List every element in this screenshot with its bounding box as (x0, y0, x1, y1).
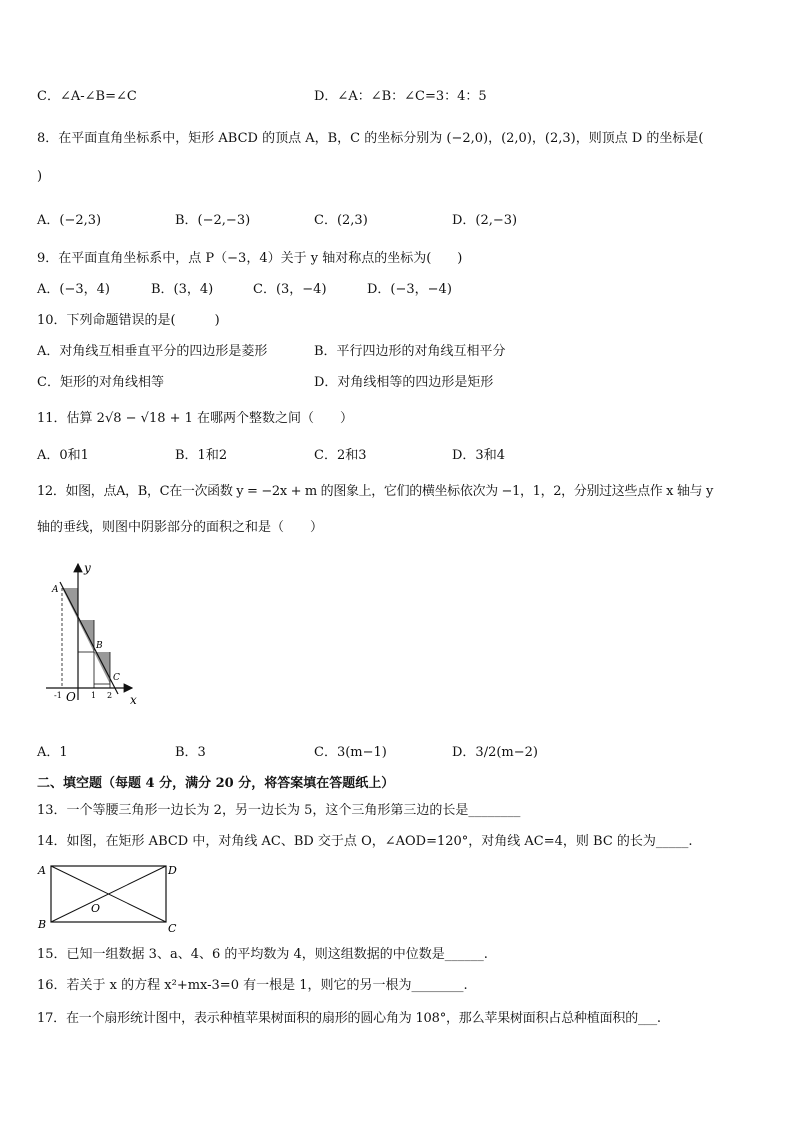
q12-label-o: O (66, 690, 76, 704)
q12-option-a: A．1 (37, 745, 68, 760)
q12-shade-c (94, 652, 110, 684)
q9-option-b: B．(3，4) (151, 282, 214, 297)
q9-option-c: C．(3，−4) (253, 282, 327, 297)
q14-label-o: O (91, 902, 101, 915)
q17-text: 17．在一个扇形统计图中，表示种植苹果树面积的扇形的圆心角为 108°，那么苹果树面积占总种植面积的___. (37, 1011, 661, 1026)
q12-figure (40, 558, 150, 708)
q12-tick-neg1: -1 (54, 691, 62, 700)
q8-option-c: C．(2,3) (314, 213, 368, 228)
q15-text: 15．已知一组数据 3、a、4、6 的平均数为 4，则这组数据的中位数是______. (37, 947, 488, 962)
q12-label-a: A (52, 585, 59, 595)
q11-option-a: A．0和1 (37, 448, 89, 463)
q12-tick-1: 1 (91, 691, 97, 700)
q11-option-b: B．1和2 (175, 448, 228, 463)
q14-label-d: D (168, 864, 177, 877)
q8-option-b: B．(−2,−3) (175, 213, 251, 228)
q12-function-line (60, 582, 118, 694)
q12-option-b: B．3 (175, 745, 206, 760)
q12-label-x: x (130, 693, 137, 707)
q14-figure (34, 860, 177, 935)
q12-label-c: C (113, 673, 120, 683)
q10-option-a: A．对角线互相垂直平分的四边形是菱形 (37, 344, 268, 359)
q10-option-c: C．矩形的对角线相等 (37, 375, 164, 390)
q11-option-d: D．3和4 (452, 448, 505, 463)
q10-option-d: D．对角线相等的四边形是矩形 (314, 375, 494, 390)
q12-option-d: D．3/2(m−2) (452, 745, 538, 760)
q11-option-c: C．2和3 (314, 448, 367, 463)
section2-title: 二、填空题（每题 4 分，满分 20 分，将答案填在答题纸上） (37, 776, 395, 791)
q12-label-b: B (96, 641, 103, 651)
q8-stem-end: ) (37, 169, 43, 184)
q7-option-c: C．∠A-∠B=∠C (37, 89, 137, 104)
q9-option-a: A．(−3，4) (37, 282, 110, 297)
q14-text: 14．如图，在矩形 ABCD 中，对角线 AC、BD 交于点 O，∠AOD=120°，对角线 AC=4，则 BC 的长为_____. (37, 834, 693, 849)
q9-option-d: D．(−3，−4) (367, 282, 452, 297)
q16-text: 16．若关于 x 的方程 x²+mx-3=0 有一根是 1，则它的另一根为________. (37, 978, 468, 993)
q14-label-a: A (38, 864, 46, 877)
q8-option-d: D．(2,−3) (452, 213, 518, 228)
q14-label-c: C (168, 922, 177, 935)
q12-shade-a (62, 588, 78, 620)
q12-stem: 12．如图，点A，B，C在一次函数 y = −2x + m 的图象上，它们的横坐标依次为 −1，1，2，分别过这些点作 x 轴与 y (37, 484, 713, 499)
q12-tick-2: 2 (107, 691, 113, 700)
q14-label-b: B (38, 918, 47, 931)
q10-stem: 10．下列命题错误的是( ) (37, 313, 220, 328)
q8-stem: 8．在平面直角坐标系中，矩形 ABCD 的顶点 A，B，C 的坐标分别为 (−2,0)，(2,0)，(2,3)，则顶点 D 的坐标是( (37, 131, 704, 146)
q8-option-a: A．(−2,3) (37, 213, 102, 228)
q9-stem: 9．在平面直角坐标系中，点 P（−3，4）关于 y 轴对称点的坐标为( ) (37, 251, 463, 266)
q7-option-d: D．∠A：∠B：∠C=3：4：5 (314, 89, 487, 104)
q10-option-b: B．平行四边形的对角线互相平分 (314, 344, 506, 359)
q12-stem-line2: 轴的垂线，则图中阴影部分的面积之和是（ ） (37, 520, 324, 535)
q12-option-c: C．3(m−1) (314, 745, 387, 760)
q12-shade-b (78, 620, 94, 652)
q13-text: 13．一个等腰三角形一边长为 2，另一边长为 5，这个三角形第三边的长是________ (37, 803, 521, 818)
q11-stem: 11．估算 2√8 − √18 + 1 在哪两个整数之间（ ） (37, 411, 354, 426)
q12-label-y: y (84, 561, 91, 575)
